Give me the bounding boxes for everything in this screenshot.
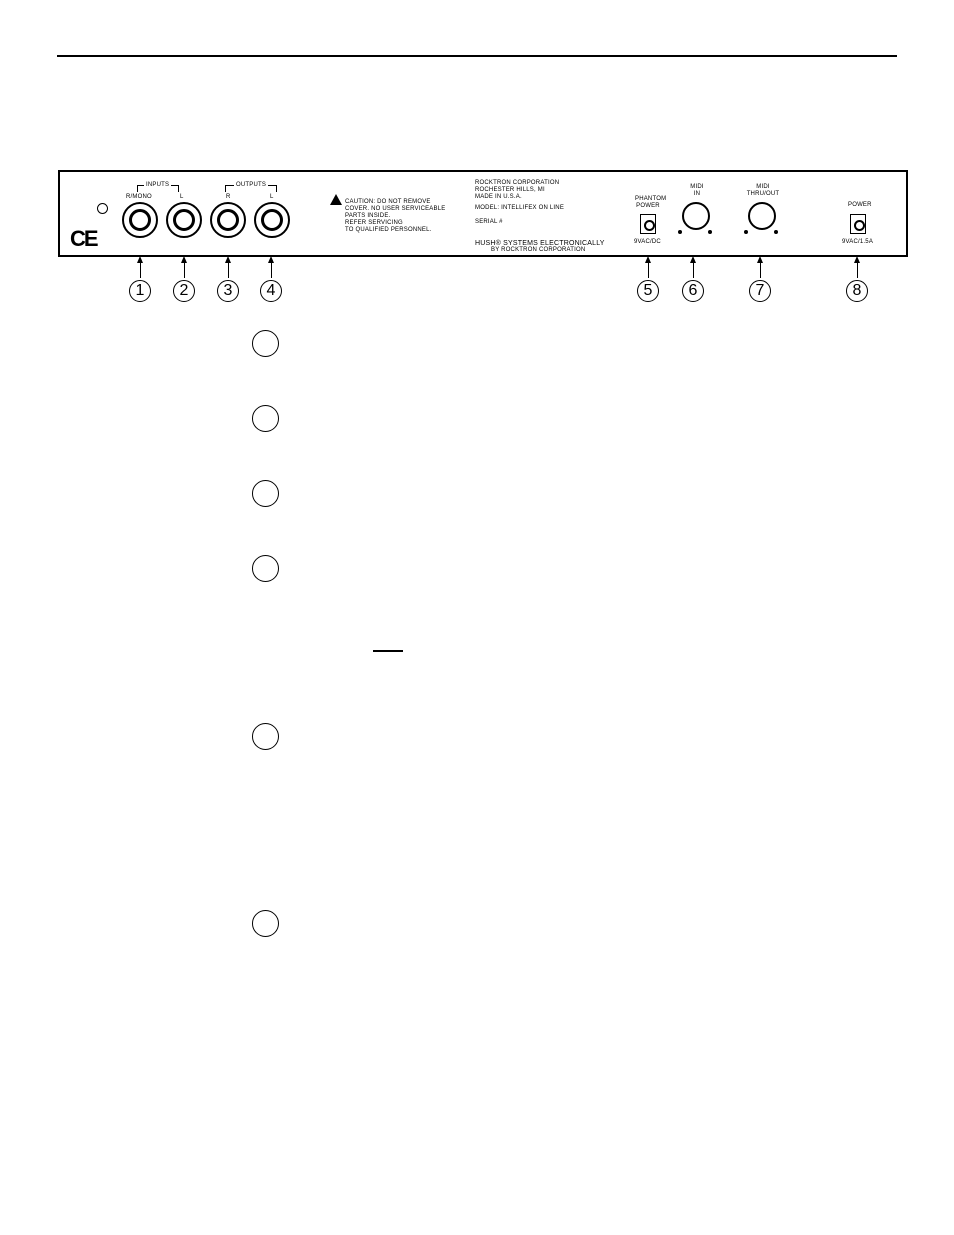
model-text: MODEL: INTELLIFEX ON LINE bbox=[475, 205, 565, 211]
input-l-jack bbox=[166, 202, 202, 238]
power-label: POWER bbox=[848, 202, 872, 208]
midi-in-label: MIDI IN bbox=[690, 184, 704, 197]
ground-screw-icon bbox=[97, 203, 108, 214]
item-bullet-circle bbox=[252, 330, 279, 357]
ce-mark: CE bbox=[70, 226, 97, 251]
input-r-mono-jack bbox=[122, 202, 158, 238]
header-rule bbox=[57, 55, 897, 57]
midi-thru-label: MIDI THRU/OUT bbox=[746, 184, 780, 197]
power-jack bbox=[850, 214, 866, 234]
item-bullet-circle bbox=[252, 555, 279, 582]
phantom-power-rating: 9VAC/DC bbox=[634, 239, 661, 245]
manufacturer-address: ROCKTRON CORPORATION ROCHESTER HILLS, MI MADE IN U.S.A. bbox=[475, 180, 560, 200]
outputs-group-label: OUTPUTS bbox=[236, 182, 267, 188]
input-l-label: L bbox=[180, 194, 184, 200]
midi-in-screw-left bbox=[678, 230, 682, 234]
phantom-power-label: PHANTOM POWER bbox=[635, 196, 667, 209]
midi-thru-screw-left bbox=[744, 230, 748, 234]
serial-text: SERIAL # bbox=[475, 219, 503, 225]
midi-in-connector bbox=[682, 202, 710, 230]
phantom-power-jack bbox=[640, 214, 656, 234]
item-bullet-circle bbox=[252, 910, 279, 937]
item-bullet-circle bbox=[252, 723, 279, 750]
output-l-label: L bbox=[270, 194, 274, 200]
power-rating: 9VAC/1.5A bbox=[842, 239, 874, 245]
inputs-group-label: INPUTS bbox=[146, 182, 170, 188]
warning-triangle-icon bbox=[330, 194, 342, 205]
rear-panel-diagram bbox=[58, 170, 908, 257]
brand-text: HUSH® SYSTEMS ELECTRONICALLY BY ROCKTRON CORPORATION bbox=[475, 240, 605, 253]
underline-mark bbox=[373, 650, 403, 652]
caution-text: CAUTION: DO NOT REMOVE COVER. NO USER SERVICEABLE PARTS INSIDE. REFER SERVICING TO QUALIFIED PERSONNEL. bbox=[345, 199, 446, 233]
item-bullet-circle bbox=[252, 480, 279, 507]
output-r-label: R bbox=[226, 194, 231, 200]
input-r-mono-label: R/MONO bbox=[126, 194, 152, 200]
midi-thru-connector bbox=[748, 202, 776, 230]
item-bullet-circle bbox=[252, 405, 279, 432]
output-r-jack bbox=[210, 202, 246, 238]
midi-in-screw-right bbox=[708, 230, 712, 234]
midi-thru-screw-right bbox=[774, 230, 778, 234]
output-l-jack bbox=[254, 202, 290, 238]
